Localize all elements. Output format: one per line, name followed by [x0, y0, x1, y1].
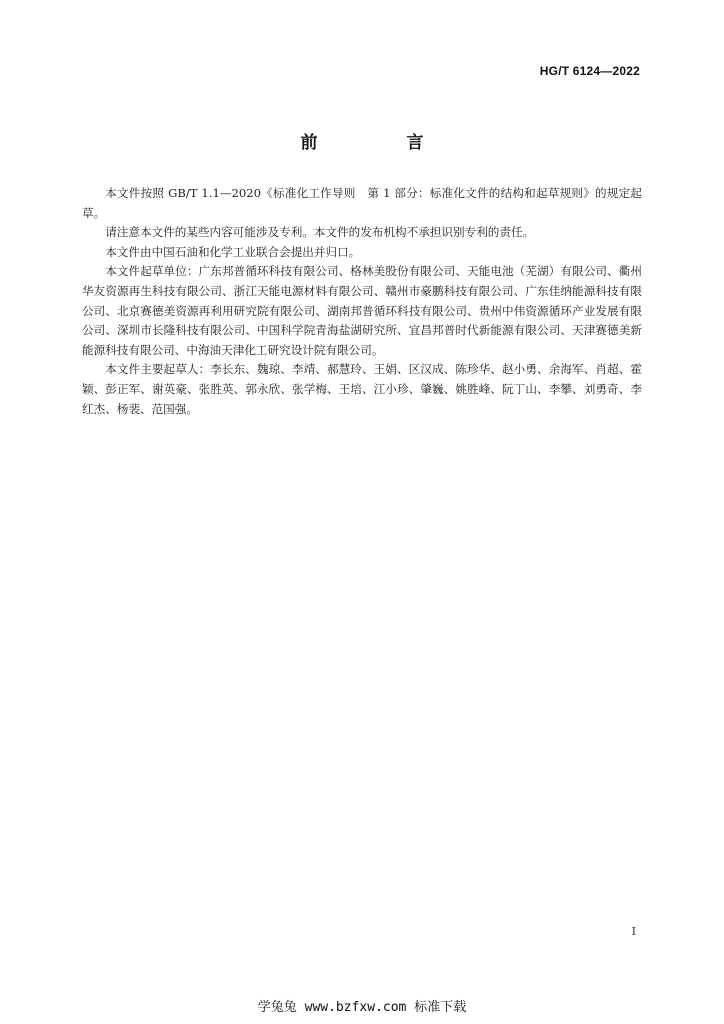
paragraph-drafting-rules: 本文件按照 GB/T 1.1—2020《标准化工作导则 第 1 部分：标准化文件的结构和起草规则》的规定起草。: [82, 186, 642, 220]
page-number: I: [631, 925, 636, 938]
paragraph-drafters: 本文件主要起草人：李长东、魏琼、李靖、郝慧玲、王娟、区汉成、陈珍华、赵小勇、余海军、肖超、霍颖、彭正军、谢英豪、张胜英、郭永欣、张学梅、王培、江小珍、肇巍、姚胜峰、阮丁山、李攀、刘勇奇、李红杰、杨裴、范国强。: [82, 362, 642, 416]
standard-code: HG/T 6124—2022: [539, 64, 640, 78]
paragraph-proposer: 本文件由中国石油和化学工业联合会提出并归口。: [105, 244, 361, 259]
footer-watermark: 学兔兔 www.bzfxw.com 标准下载: [257, 1000, 467, 1015]
foreword-body: [82, 184, 642, 419]
paragraph-patent-notice: 请注意本文件的某些内容可能涉及专利。本文件的发布机构不承担识别专利的责任。: [105, 225, 535, 240]
paragraph-drafting-units: 本文件起草单位：广东邦普循环科技有限公司、格林美股份有限公司、天能电池（芜湖）有限公司、衢州华友资源再生科技有限公司、浙江天能电源材料有限公司、赣州市豪鹏科技有限公司、广东佳纳能源科技有限公司、北京赛德美资源再利用研究院有限公司、湖南邦普循环科技有限公司、贵州中伟资源循环产业发展有限公司、深圳市长隆科技有限公司、中国科学院青海盐湖研究所、宜昌邦普时代新能源有限公司、天津赛德美新能源科技有限公司、中海油天津化工研究设计院有限公司。: [82, 264, 642, 357]
page-title: 前 言: [300, 133, 460, 153]
